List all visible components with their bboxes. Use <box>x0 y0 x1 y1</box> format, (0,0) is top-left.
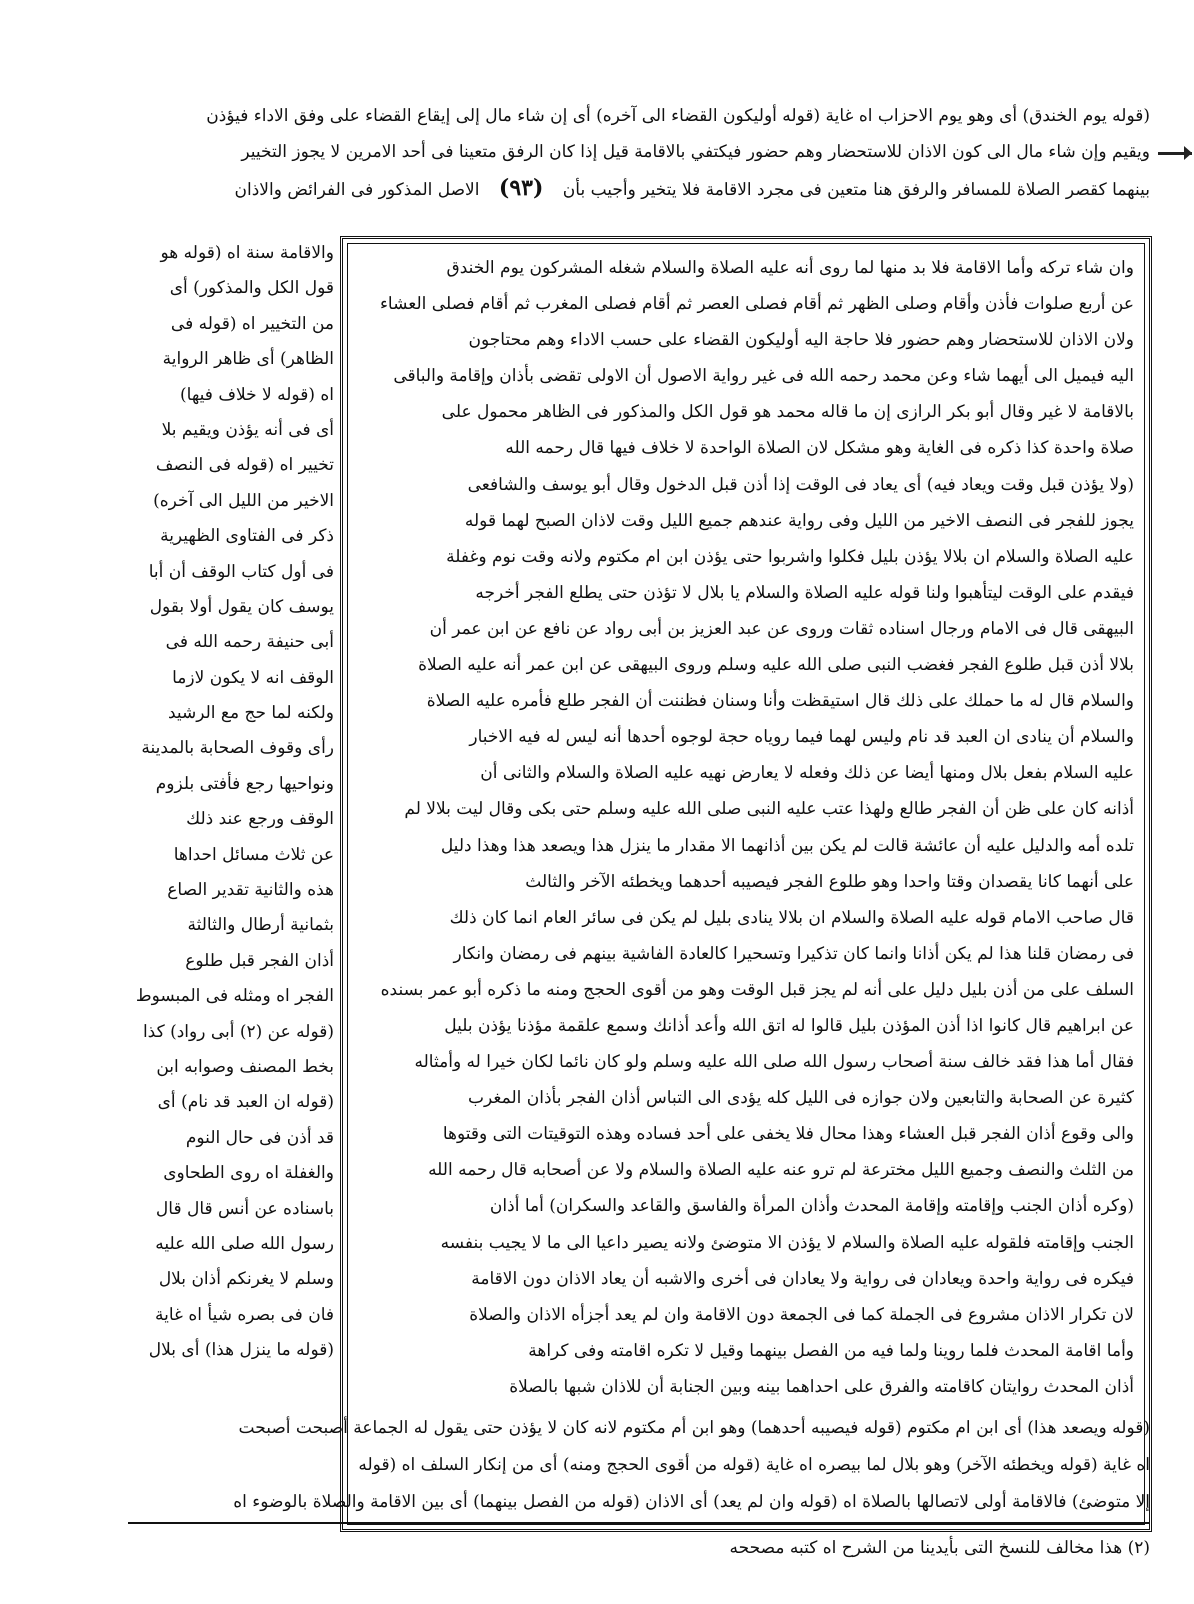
side-line: (قوله ان العبد قد نام) أى <box>157 1092 334 1113</box>
side-line: فى أول كتاب الوقف أن أبا <box>148 561 334 582</box>
top-line: (قوله يوم الخندق) أى وهو يوم الاحزاب اه غاية (قوله أوليكون القضاء الى آخره) أى إن شاء مال إلى إيقاع القضاء على وفق الاداء فيؤذن <box>206 106 1150 126</box>
main-line: فيكره فى رواية واحدة ويعادان فى رواية ولا يعادان فى أخرى والاشبه أن يعاد الاذان دون الاقامة <box>471 1268 1134 1289</box>
main-line: أذان المحدث روايتان كاقامته والفرق على احداهما بينه وبين الجنابة أن للاذان شبها بالصلاة <box>509 1376 1134 1397</box>
main-line: (ولا يؤذن قبل وقت ويعاد فيه) أى يعاد فى الوقت إذا أذن قبل الدخول وقال أبو يوسف والشافعى <box>467 474 1134 495</box>
main-text-frame <box>340 236 1152 1532</box>
main-line: تلده أمه والدليل عليه أن عائشة قالت لم يكن بين أذانهما الا مقدار ما ينزل هذا ويصعد هذا وهذا دليل <box>440 835 1134 856</box>
top-line: ويقيم وإن شاء مال الى كون الاذان للاستحضار وهم حضور فيكتفي بالاقامة قيل إذا كان الرفق متعينا فى أحد الامرين لا يجوز التخيير <box>241 142 1150 162</box>
main-line: عليه الصلاة والسلام ان بلالا يؤذن بليل فكلوا واشربوا حتى يؤذن ابن ام مكتوم ولانه وقت نوم وغفلة <box>446 546 1134 567</box>
top-line-text: الاصل المذكور فى الفرائض والاذان <box>234 180 480 200</box>
bottom-line: اه غاية (قوله ويخطئه الآخر) وهو بلال لما بيصره اه غاية (قوله من أقوى الحجج ومنه) أى من إنكار السلف اه (قوله <box>358 1455 1150 1475</box>
top-commentary <box>120 98 1150 206</box>
side-line: والغفلة اه روى الطحاوى <box>163 1163 334 1184</box>
side-line: بخط المصنف وصوابه ابن <box>156 1056 334 1077</box>
side-line: هذه والثانية تقدير الصاع <box>167 880 334 901</box>
main-line: بالاقامة لا غير وقال أبو بكر الرازى إن ما قاله محمد هو قول الكل والمذكور فى الظاهر محمول على <box>441 402 1134 423</box>
side-line: باسناده عن أنس قال قال <box>155 1198 334 1219</box>
main-text <box>347 243 1145 1525</box>
top-line <box>120 170 1150 206</box>
main-line: كثيرة عن الصحابة والتابعين ولان جوازه فى الليل كله يؤدى الى التباس أذان الفجر بأذان المغرب <box>468 1088 1134 1109</box>
main-line: والسلام قال له ما حملك على ذلك قال استيقظت وأنا وسنان فظننت أن الفجر طلع فأمره عليه الصلاة <box>426 691 1134 712</box>
side-line: فان فى بصره شيأ اه غاية <box>155 1304 334 1325</box>
side-line: اه (قوله لا خلاف فيها) <box>180 384 334 405</box>
main-line: (وكره أذان الجنب وإقامته وإقامة المحدث وأذان المرأة والفاسق والقاعد والسكران) أما أذان <box>489 1196 1134 1217</box>
main-line: اليه فيميل الى أيهما شاء وعن محمد رحمه الله فى غير رواية الاصول أن الاولى تقضى بأذان وإقامة والباقى <box>393 366 1134 387</box>
side-line: ولكنه لما حج مع الرشيد <box>167 703 334 724</box>
main-line: قال صاحب الامام قوله عليه الصلاة والسلام ان بلالا ينادى بليل لم يكن فى سائر العام انما كان ذلك <box>449 907 1134 928</box>
main-line: من الثلث والنصف وجميع الليل مخترعة لم ترو عنه عليه الصلاة والسلام ولا عن أصحابه قال رحمه الله <box>428 1160 1134 1181</box>
main-line: بلالا أذن قبل طلوع الفجر فغضب النبى صلى الله عليه وسلم وروى البيهقى عن ابن عمر أنه عليه الصلاة <box>418 655 1134 676</box>
side-line: الوقف انه لا يكون لازما <box>172 667 334 688</box>
main-line: ولان الاذان للاستحضار وهم حضور فلا حاجة اليه أوليكون القضاء على حسب الاداء وهم محتاجون <box>468 330 1134 351</box>
main-line: فقال أما هذا فقد خالف سنة أصحاب رسول الله صلى الله عليه وسلم ولو كان نائما لكان خيرا له وأمثاله <box>414 1052 1134 1073</box>
side-line: رسول الله صلى الله عليه <box>155 1233 334 1254</box>
main-line: وان شاء تركه وأما الاقامة فلا بد منها لما روى أنه عليه الصلاة والسلام شغله المشركون يوم الخندق <box>446 258 1134 278</box>
top-line-text: بينهما كقصر الصلاة للمسافر والرفق هنا متعين فى مجرد الاقامة فلا يتخير وأجيب بأن <box>562 180 1150 200</box>
main-line: وأما اقامة المحدث فلما روينا ولما فيه من الفصل بينهما وقيل لا تكره اقامته وفى كراهة <box>528 1340 1134 1361</box>
side-line: رأى وقوف الصحابة بالمدينة <box>141 738 334 759</box>
side-line: ونواحيها رجع فأفتى بلزوم <box>155 773 334 794</box>
main-line: السلف على من أذن بليل دليل على أنه لم يجز قبل الوقت وهو من أقوى الحجج ومنه ما ذكره أبو عمر بسنده <box>380 979 1134 1000</box>
main-line: يجوز للفجر فى النصف الاخير من الليل وفى رواية عندهم جميع الليل وقت لاذان الصبح لهما قوله <box>464 510 1134 531</box>
side-line: (قوله عن (٢) أبى رواد) كذا <box>142 1021 334 1042</box>
side-line: عن ثلاث مسائل احداها <box>173 844 334 865</box>
footnote-divider <box>128 1522 1150 1524</box>
main-line: أذانه كان على ظن أن الفجر طالع ولهذا عتب عليه النبى صلى الله عليه وسلم حتى بكى وقال ليت بلالا لم <box>404 799 1134 820</box>
side-line: بثمانية أرطال والثالثة <box>187 915 334 936</box>
side-line: من التخيير اه (قوله فى <box>170 313 334 334</box>
side-line: تخيير اه (قوله فى النصف <box>155 455 334 476</box>
bottom-line: (قوله ويصعد هذا) أى ابن ام مكتوم (قوله فيصيبه أحدهما) وهو ابن أم مكتوم لانه كان لا يؤذن حتى يقول له الجماعة أصبحت أصبحت <box>238 1418 1150 1438</box>
side-line: والاقامة سنة اه (قوله هو <box>160 243 334 263</box>
bottom-line: إلا متوضئ) فالاقامة أولى لاتصالها بالصلاة اه (قوله وان لم يعد) أى الاذان (قوله من الفصل بينهما) أى بين الاقامة والصلاة بالوضوء اه <box>233 1492 1150 1512</box>
main-line: والى وقوع أذان الفجر قبل العشاء وهذا محال فلا يخفى على أحد فساده وهذه التوقيتات التى وقتوها <box>442 1124 1134 1145</box>
side-line: أى فى أنه يؤذن ويقيم بلا <box>161 419 334 440</box>
side-line: قد أذن فى حال النوم <box>185 1127 334 1148</box>
main-line: على أنهما كانا يقصدان وقتا واحدا وهو طلوع الفجر فيصيبه أحدهما ويخطئه الآخر والثالث <box>525 871 1134 892</box>
main-line: لان تكرار الاذان مشروع فى الجملة كما فى الجمعة دون الاقامة وان لم يعد أجزأه الاذان والصلاة <box>469 1304 1134 1325</box>
main-line: فى رمضان قلنا هذا لم يكن أذانا وانما كان تذكيرا وتسحيرا كالعادة الفاشية بينهم فى رمضان وانكار <box>453 943 1134 964</box>
side-line: الاخير من الليل الى آخره) <box>153 490 334 511</box>
main-line: عن ابراهيم قال كانوا اذا أذن المؤذن بليل قالوا له اتق الله وأعد أذانك وسمع علقمة مؤذنا يؤذن بليل <box>444 1015 1134 1036</box>
side-line: يوسف كان يقول أولا بقول <box>149 596 334 617</box>
side-line: قول الكل والمذكور) أى <box>169 278 334 299</box>
side-line: (قوله ما ينزل هذا) أى بلال <box>148 1340 334 1361</box>
main-line: صلاة واحدة كذا ذكره فى الغاية وهو مشكل لان الصلاة الواحدة لا خلاف فيها قال رحمه الله <box>505 438 1134 459</box>
main-line: عن أربع صلوات فأذن وأقام وصلى الظهر ثم أقام فصلى العصر ثم أقام فصلى المغرب ثم أقام فصلى العشاء <box>379 294 1134 315</box>
main-line: البيهقى قال فى الامام ورجال اسناده ثقات وروى عن عبد العزيز بن أبى رواد عن نافع عن ابن عمر أن <box>429 618 1134 639</box>
side-line: أبى حنيفة رحمه الله فى <box>165 632 334 653</box>
main-line: فيقدم على الوقت ليتأهبوا ولنا قوله عليه الصلاة والسلام يا بلال لا تؤذن حتى يطلع الفجر أخرجه <box>475 582 1134 603</box>
page-number: (٩٣) <box>498 175 544 201</box>
footnote: (٢) هذا مخالف للنسخ التى بأيدينا من الشرح اه كتبه مصححه <box>729 1538 1150 1558</box>
side-line: الظاهر) أى ظاهر الرواية <box>162 349 334 370</box>
main-line: والسلام أن ينادى ان العبد قد نام وليس لهما فيما روياه حجة لوجوه أحدها أنه ليس له فيه الاخبار <box>469 727 1134 748</box>
main-line: عليه السلام بفعل بلال ومنها أيضا عن ذلك وفعله لا يعارض نهيه عليه الصلاة والسلام والثانى أن <box>480 763 1134 784</box>
bottom-commentary <box>120 1410 1150 1521</box>
side-line: ذكر فى الفتاوى الظهيرية <box>160 526 334 547</box>
main-line: الجنب وإقامته فلقوله عليه الصلاة والسلام لا يؤذن الا متوضئ ولانه يصير داعيا الى ما لا يجيب بنفسه <box>440 1232 1134 1253</box>
side-line: الفجر اه ومثله فى المبسوط <box>135 986 334 1007</box>
side-line: وسلم لا يغرنكم أذان بلال <box>158 1269 334 1290</box>
side-commentary <box>118 236 334 1369</box>
side-line: الوقف ورجع عند ذلك <box>186 809 334 830</box>
side-line: أذان الفجر قبل طلوع <box>185 950 334 971</box>
margin-arrow-mark <box>1158 152 1192 155</box>
